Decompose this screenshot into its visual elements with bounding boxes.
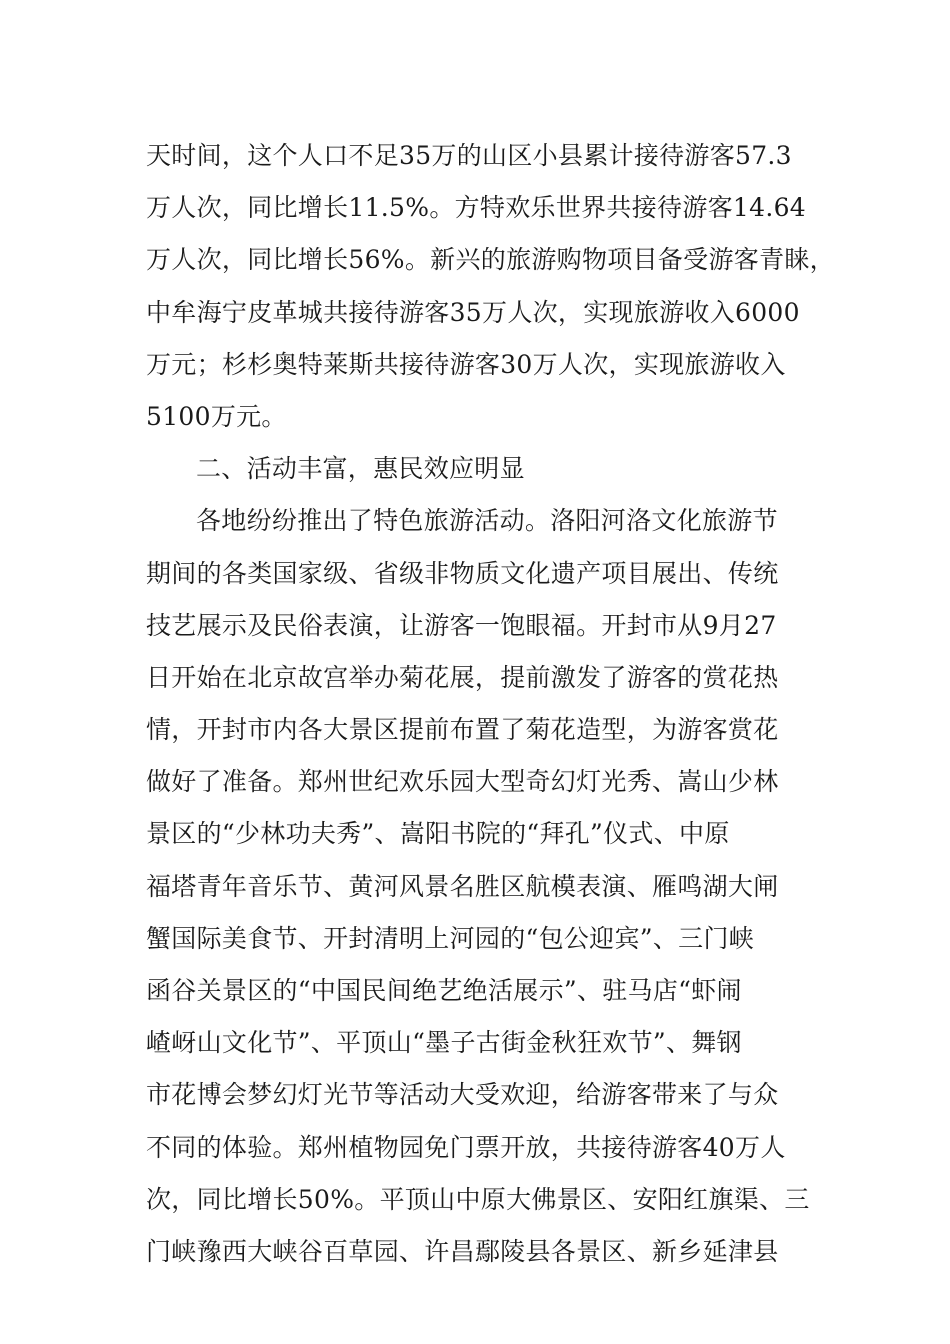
section-heading: 二、活动丰富，惠民效应明显 [196, 454, 525, 484]
text-line: 日开始在北京故宫举办菊花展，提前激发了游客的赏花热 [146, 662, 779, 692]
text-line: 不同的体验。郑州植物园免门票开放，共接待游客40万人 [146, 1132, 786, 1162]
text-line: 福塔青年音乐节、黄河风景名胜区航模表演、雁鸣湖大闸 [146, 871, 779, 901]
text-line: 做好了准备。郑州世纪欢乐园大型奇幻灯光秀、嵩山少林 [146, 767, 779, 797]
text-line: 蟹国际美食节、开封清明上河园的“包公迎宾”、三门峡 [146, 923, 755, 953]
text-line: 期间的各类国家级、省级非物质文化遗产项目展出、传统 [146, 558, 779, 588]
text-line: 门峡豫西大峡谷百草园、许昌鄢陵县各景区、新乡延津县 [146, 1236, 779, 1266]
text-line: 嵖岈山文化节”、平顶山“墨子古街金秋狂欢节”、舞钢 [146, 1028, 742, 1058]
text-line: 次，同比增长50%。平顶山中原大佛景区、安阳红旗渠、三 [146, 1184, 810, 1214]
text-line: 技艺展示及民俗表演，让游客一饱眼福。开封市从9月27 [146, 610, 777, 640]
text-line: 万人次，同比增长56%。新兴的旅游购物项目备受游客青睐， [146, 245, 835, 275]
text-line: 天时间，这个人口不足35万的山区小县累计接待游客57.3 [146, 141, 792, 170]
text-line: 景区的“少林功夫秀”、嵩阳书院的“拜孔”仪式、中原 [146, 819, 730, 849]
text-line: 中牟海宁皮革城共接待游客35万人次，实现旅游收入6000 [146, 297, 800, 327]
text-line: 5100万元。 [146, 401, 287, 431]
paragraph-first-line: 各地纷纷推出了特色旅游活动。洛阳河洛文化旅游节 [196, 506, 778, 536]
text-line: 函谷关景区的“中国民间绝艺绝活展示”、驻马店“虾闹 [146, 976, 742, 1005]
body-text [146, 130, 836, 1278]
text-line: 万元；杉杉奥特莱斯共接待游客30万人次，实现旅游收入 [146, 349, 786, 379]
text-line: 市花博会梦幻灯光节等活动大受欢迎，给游客带来了与众 [146, 1080, 779, 1110]
text-line: 情，开封市内各大景区提前布置了菊花造型，为游客赏花 [146, 715, 779, 745]
text-line: 万人次，同比增长11.5%。方特欢乐世界共接待游客14.64 [146, 193, 806, 223]
